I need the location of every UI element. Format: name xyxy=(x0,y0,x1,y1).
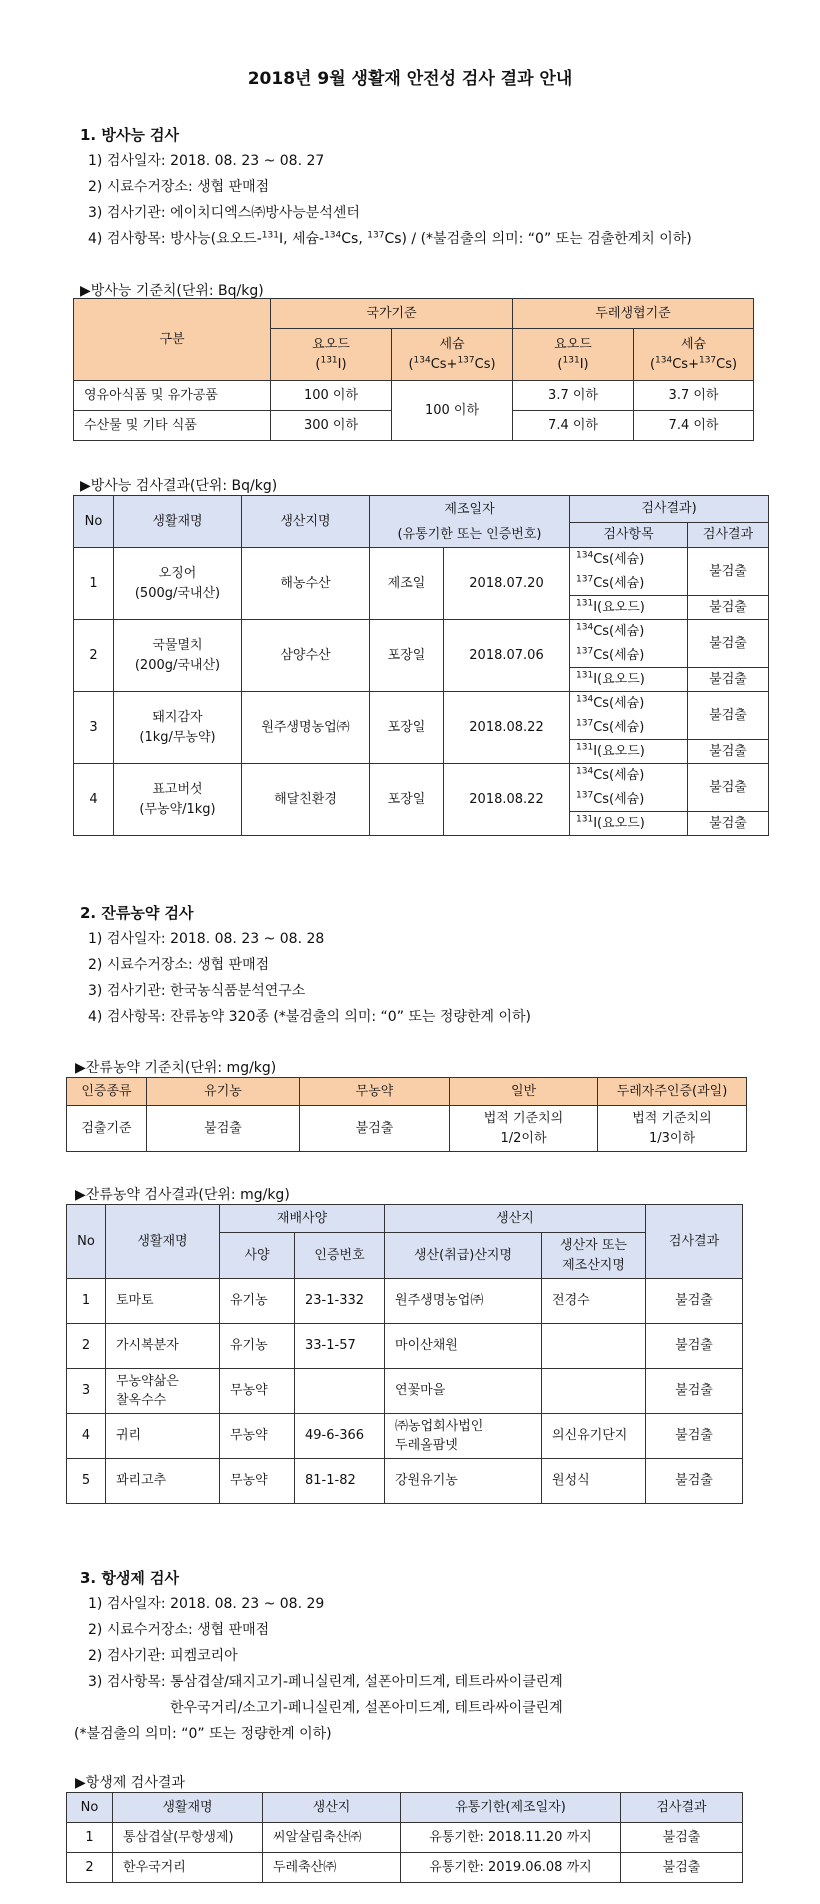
s3-item-4: 3) 검사항목: 통삼겹살/돼지고기-페니실린계, 설폰아미드계, 테트라싸이클린계 xyxy=(88,1674,563,1690)
s2-item-3: 3) 검사기관: 한국농식품분석연구소 xyxy=(88,983,306,999)
s2-item-1: 1) 검사일자: 2018. 08. 23 ~ 08. 28 xyxy=(88,931,325,947)
s1-item-2: 2) 시료수거장소: 생협 판매점 xyxy=(88,179,270,195)
table-row: 검출기준 불검출 불검출 법적 기준치의 1/2이하 법적 기준치의 1/3이하 xyxy=(67,1106,747,1152)
antibiotic-result-caption: ▶항생제 검사결과 xyxy=(75,1775,185,1791)
table-row: 3 무농약삶은 찰옥수수 무농약 연꽃마을 불검출 xyxy=(67,1369,743,1414)
section3-heading: 3. 항생제 검사 xyxy=(80,1569,180,1587)
table-row: 수산물 및 기타 식품 300 이하 7.4 이하 7.4 이하 xyxy=(74,411,754,441)
page-title: 2018년 9월 생활재 안전성 검사 결과 안내 xyxy=(247,69,573,89)
table-row: 1 통삼겹살(무항생제) 씨알살림축산㈜ 유통기한: 2018.11.20 까지 불검출 xyxy=(67,1823,743,1853)
s3-note: (*불검출의 의미: “0” 또는 정량한계 이하) xyxy=(74,1726,332,1742)
s1-item-1: 1) 검사일자: 2018. 08. 23 ~ 08. 27 xyxy=(88,153,325,169)
s1-item-3: 3) 검사기관: 에이치디엑스㈜방사능분석센터 xyxy=(88,205,360,221)
table-row: 2 가시복분자 유기농 33-1-57 마이산채원 불검출 xyxy=(67,1324,743,1369)
s3-item-4-cont: 한우국거리/소고기-페니실린계, 설폰아미드계, 테트라싸이클린계 xyxy=(170,1700,563,1716)
pesticide-standard-table: 인증종류 유기농 무농약 일반 두레자주인증(과일) 검출기준 불검출 불검출 법적 기준치의 1/2이하 법적 기준치의 1/3이하 xyxy=(66,1077,747,1152)
s3-item-1: 1) 검사일자: 2018. 08. 23 ~ 08. 29 xyxy=(88,1596,325,1612)
radiation-result-table: No 생활재명 생산지명 제조일자 검사결과) (유통기한 또는 인증번호) 검사항목 검사결과 1 오징어 (500g/국내산) 해농수산 제조일 2018.07.20 $^{134}$Cs(세슘) 불검출 $^{137}$Cs(세슘) $^{131}$I(요오드) 불검출 2 국물멸치 (200g/국내산) 삼양수산 포장일 2018.07.06 $^{134}$Cs(세슘) 불검출 $^{137}$Cs(세슘) $^{131}$I(요오드) 불검출 3 돼지감자 (1kg/무농약) 원주생명농업㈜ 포장일 2018.08.22 $^{134}$Cs(세슘) 불검출 $^{137}$Cs(세슘) $^{131}$I(요오드) 불검출 4 표고버섯 (무농약/1kg) 해달친환경 포장일 2018.08.22 $^{134}$Cs(세슘) 불검출 $^{137}$Cs(세슘) $^{131}$I(요오드) 불검출 xyxy=(73,495,769,836)
header-cesium-national: 세슘 ($^{134}$Cs+$^{137}$Cs) xyxy=(392,329,513,381)
s2-item-4: 4) 검사항목: 잔류농약 320종 (*불검출의 의미: “0” 또는 정량한계 이하) xyxy=(88,1009,531,1025)
radiation-standard-caption: ▶방사능 기준치(단위: Bq/kg) xyxy=(80,283,264,299)
pesticide-standard-caption: ▶잔류농약 기준치(단위: mg/kg) xyxy=(75,1060,277,1076)
section1-heading: 1. 방사능 검사 xyxy=(80,126,180,144)
table-row: 4 표고버섯 (무농약/1kg) 해달친환경 포장일 2018.08.22 $^{134}$Cs(세슘) 불검출 xyxy=(74,764,769,788)
pesticide-result-table: No 생활재명 재배사양 생산지 검사결과 사양 인증번호 생산(취급)산지명 생산자 또는 제조산지명 1 토마토 유기농 23-1-332 원주생명농업㈜ 전경수 불검출 2 가시복분자 유기농 33-1-57 마이산채원 불검출 3 무농약삶은 찰옥수수 무농약 연꽃마을 불검출 4 귀리 무농약 49-6-366 ㈜농업회사법인 두레올팜넷 의신유기단지 불검출 5 꽈리고추 무농약 81-1-82 강원유기농 원성식 불검출 xyxy=(66,1204,743,1504)
table-row: 4 귀리 무농약 49-6-366 ㈜농업회사법인 두레올팜넷 의신유기단지 불검출 xyxy=(67,1414,743,1459)
s3-item-3: 2) 검사기관: 피켐코리아 xyxy=(88,1648,238,1664)
header-dure-standard: 두레생협기준 xyxy=(513,299,754,329)
table-row: 영유아식품 및 유가공품 100 이하 100 이하 3.7 이하 3.7 이하 xyxy=(74,381,754,411)
header-iodine-dure: 요오드 ($^{131}$I) xyxy=(513,329,634,381)
table-row: 3 돼지감자 (1kg/무농약) 원주생명농업㈜ 포장일 2018.08.22 $^{134}$Cs(세슘) 불검출 xyxy=(74,692,769,716)
radiation-result-caption: ▶방사능 검사결과(단위: Bq/kg) xyxy=(80,478,278,494)
table-row: 2 국물멸치 (200g/국내산) 삼양수산 포장일 2018.07.06 $^{134}$Cs(세슘) 불검출 xyxy=(74,620,769,644)
s3-item-2: 2) 시료수거장소: 생협 판매점 xyxy=(88,1622,270,1638)
section2-heading: 2. 잔류농약 검사 xyxy=(80,904,194,922)
header-national-standard: 국가기준 xyxy=(271,299,513,329)
table-row: 5 꽈리고추 무농약 81-1-82 강원유기농 원성식 불검출 xyxy=(67,1459,743,1504)
s2-item-2: 2) 시료수거장소: 생협 판매점 xyxy=(88,957,270,973)
header-cesium-dure: 세슘 ($^{134}$Cs+$^{137}$Cs) xyxy=(634,329,754,381)
header-iodine-national: 요오드 ($^{131}$I) xyxy=(271,329,392,381)
table-row: 1 토마토 유기농 23-1-332 원주생명농업㈜ 전경수 불검출 xyxy=(67,1279,743,1324)
table-row: 2 한우국거리 두레축산㈜ 유통기한: 2019.06.08 까지 불검출 xyxy=(67,1853,743,1883)
header-gubun: 구분 xyxy=(74,299,271,381)
s1-item-4: 4) 검사항목: 방사능(요오드-$^{131}$I, 세슘-$^{134}$Cs, $^{137}$Cs) / (*불검출의 의미: “0” 또는 검출한계치 이하) xyxy=(88,230,692,247)
table-row: 1 오징어 (500g/국내산) 해농수산 제조일 2018.07.20 $^{134}$Cs(세슘) 불검출 xyxy=(74,548,769,572)
antibiotic-result-table: No 생활재명 생산지 유통기한(제조일자) 검사결과 1 통삼겹살(무항생제) 씨알살림축산㈜ 유통기한: 2018.11.20 까지 불검출 2 한우국거리 두레축산㈜ 유통기한: 2019.06.08 까지 불검출 xyxy=(66,1792,743,1883)
pesticide-result-caption: ▶잔류농약 검사결과(단위: mg/kg) xyxy=(75,1187,290,1203)
radiation-standard-table xyxy=(73,298,754,441)
